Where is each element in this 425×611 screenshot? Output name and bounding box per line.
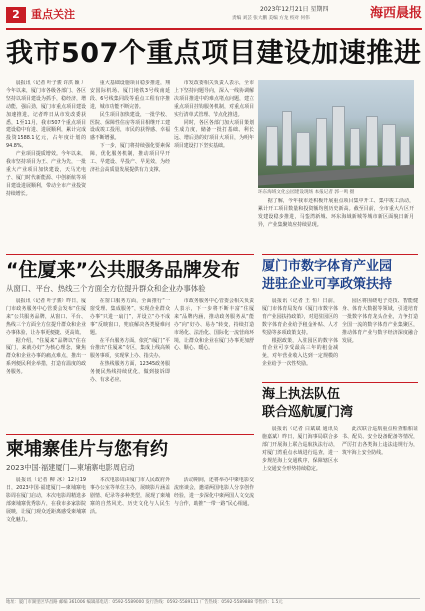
story2-column-3 (174, 298, 254, 430)
paragraph: 此次联合巡航重点检查船舶证书、配员、安全设备配备等情况，严厉打击各类海上违法违规行为，筑牢海上安全防线。 (342, 426, 418, 456)
section-label: 重点关注 (31, 8, 75, 21)
header-rule (6, 28, 422, 30)
paragraph: 市发改委相关负责人表示，全市上下坚持问题导向，深入一线协调解决项目推进中的难点堵点问题，建立重点项目挂钩服务机制，对重点项目实行清单式管理、节点化推进。 (174, 80, 254, 118)
paragraph: 下一步，厦门将持续强化要素保障，优化服务机制，推动项目早开工、早建设、早投产、早见效，为经济社会高质量发展提供有力支撑。 (90, 143, 170, 173)
story2-column-1 (6, 298, 86, 430)
story-headline: 柬埔寨佳片与您有约 (6, 439, 168, 460)
paragraph: 晨报讯（记者 叶子骏）昨日，厦门市政务服务中心管委会发布“住厦来”公共服务品牌，从窗口、平台、热线三个方面全方位提升群众和企业办事体验，让办事更便捷、更高效。 (6, 298, 86, 336)
paragraph: 晨报讯（记者 王 恒）日前，厦门市体育局发布《厦门市数字体育产业园扶持政策》，对进驻园区的数字体育企业给予租金补贴、人才奖励等多项政策支持。 (262, 298, 338, 336)
paragraph: 民生项目加快建设，一批学校、医院、保障性住房等项目相继开工建设或竣工投用，市民的获得感、幸福感不断增强。 (90, 111, 170, 142)
paragraph: 重大基础设施项目稳步推进，翔安国际机场、厦门地铁3号线南延段、6号线集同段等重点工程有序推进，城市功能不断完善。 (90, 80, 170, 110)
story3-column-2 (342, 298, 418, 378)
paragraph: 本次电影周由厦门市人民政府外事办公室等单位主办，展映影片涵盖剧情、纪录等多种类型，展现了柬埔寨的自然风光、历史文化与人民生活。 (90, 477, 170, 515)
story-headline: “住厦来”公共服务品牌发布 (6, 259, 240, 281)
story4-column-3 (174, 477, 254, 594)
story5-column-1 (262, 426, 338, 594)
section-divider (262, 254, 418, 255)
editors-line: 责编 刘芸 张大鹏 美编 方龙 校对 何伟 (232, 16, 310, 21)
lead-column-2 (90, 80, 170, 250)
story-subhead: 从窗口、平台、热线三个方面全方位提升群众和企业办事体验 (6, 284, 206, 293)
paragraph: 据了解，今年我市还积极开展重点项目集中开工、集中竣工活动，累计开工项目数量和投资额均创历史新高。截至目前，全市重大片区开发建设稳步推进，马銮湾新城、环东海域新城等城市新区面貌日新月异，产业集聚效应持续显现。 (258, 198, 414, 228)
page-number-badge: 2 (6, 7, 26, 23)
story5-column-2 (342, 426, 418, 594)
paragraph: 产业项目提质增效。今年以来，我市坚持项目为王、产业为先，一批重大产业项目加快建设，天马光电子、厦门时代新能源、中创新航等项目建设进展顺利，带动全市产业投资持续增长。 (6, 151, 86, 197)
story-headline: 厦门市数字体育产业园 (262, 259, 393, 274)
story-headline-line2: 联合巡航厦门湾 (262, 405, 354, 420)
story4-column-2 (90, 477, 170, 594)
paragraph: 在热线服务方面，12345政务服务便民热线持续优化，做到接诉即办、有求必应。 (90, 361, 170, 384)
section-divider (6, 254, 254, 255)
story-headline-line2: 进驻企业可享政策扶持 (262, 277, 393, 292)
section-divider (262, 382, 418, 383)
story-subhead: 2023中国·福建厦门—柬埔寨电影周启动 (6, 463, 135, 472)
page-footer: 地址：厦门市湖里区华昌路 邮编 361006 编辑部电话：0592-5589000 发行热线：0592-5589111 广告热线：0592-5589888 零售价：1.5元 (6, 598, 420, 607)
story-headline: 海上执法队伍 (262, 387, 341, 402)
lead-headline: 我市507个重点项目建设加速推进 (6, 38, 422, 69)
issue-date: 2023年12月21日 星期四 (260, 6, 329, 13)
story3-column-1 (262, 298, 338, 378)
paragraph: 在窗口服务方面，全面推行“一窗受理、集成服务”，实现企业群众办事“只进一扇门”，并设立“办不成事”反映窗口，兜底解决各类疑难问题。 (90, 298, 170, 336)
lead-column-4 (258, 198, 414, 250)
lead-column-1 (6, 80, 86, 250)
paragraph: 活动期间，还将举办中柬电影交流座谈会，邀请两国电影人分享创作经验，进一步深化中柬两国人文交流与合作，助推“一带一路”民心相通。 (174, 477, 254, 507)
paragraph: 在平台服务方面，依托“i厦门”平台推出“住厦来”专区，集成上线高频服务事项，实现掌上办、指尖办。 (90, 337, 170, 360)
paragraph: 晨报讯（记者 叶子骏 许洪 颖 ）今年以来，厦门市各级各部门、各区坚持以项目建设为抓手，稳经济，增动能，强后劲，厦门市重点项目建设加速推进。记者昨日从市发改委获悉，1至11月，我市507个重点项目建设稳中有进、进展顺利，累计完成投资1588.1亿元，占年度计划的94.8%。 (6, 80, 86, 150)
construction-site-photo (258, 80, 414, 188)
paragraph: 晨报讯（记者 柳 冰）12月19日，2023中国·福建厦门—柬埔寨电影周在厦门启动，本次电影周精选多部柬埔寨优秀影片，在我市多家影院展映，让厦门观众近距离感受柬埔寨文化魅力。 (6, 477, 86, 523)
paragraph: 晨报讯（记者 白斌斌 通讯员 施嘉斌）昨日，厦门海事局联合多部门开展海上联合巡航执法行动，对厦门湾重点水域进行巡查，进一步规范海上交通秩序，保障辖区水上交通安全形势持续稳定。 (262, 426, 338, 472)
paragraph: 同时，各区各部门加大项目策划生成力度，储备一批打基础、利长远、增后劲的好项目大项目，为明年项目建设打下坚实基础。 (174, 119, 254, 150)
story4-column-1 (6, 477, 86, 594)
paragraph: 据介绍，“住厦来”品牌以“住在厦门，来就办好”为核心理念，聚焦群众和企业办事的痛点难点，推出一系列便民利企举措，打造有温度的政务服务。 (6, 337, 86, 376)
paragraph: 市政务服务中心管委会相关负责人表示，下一步将不断丰富“住厦来”品牌内涵，推动政务服务从“能办”向“好办、易办”转变，持续打造市场化、法治化、国际化一流营商环境，让群众和企业在厦门办事更加舒心、顺心、暖心。 (174, 298, 254, 352)
photo-caption: 环东海域文化公园建设现场 本报记者 郭一鸣 摄 (258, 190, 355, 195)
paragraph: 根据政策，入驻园区的数字体育企业可享受最高三年的租金减免，对年营业收入达到一定规模的企业给予一次性奖励。 (262, 337, 338, 368)
story2-column-2 (90, 298, 170, 430)
section-divider (6, 434, 254, 435)
paragraph: 园区将围绕电子竞技、智能健身、体育大数据等领域，引进培育一批数字体育龙头企业，力争打造全国一流的数字体育产业集聚区，推动体育产业与数字经济深度融合发展。 (342, 298, 418, 344)
lead-column-3 (174, 80, 254, 250)
newspaper-logo: 海西晨报 (369, 6, 422, 21)
